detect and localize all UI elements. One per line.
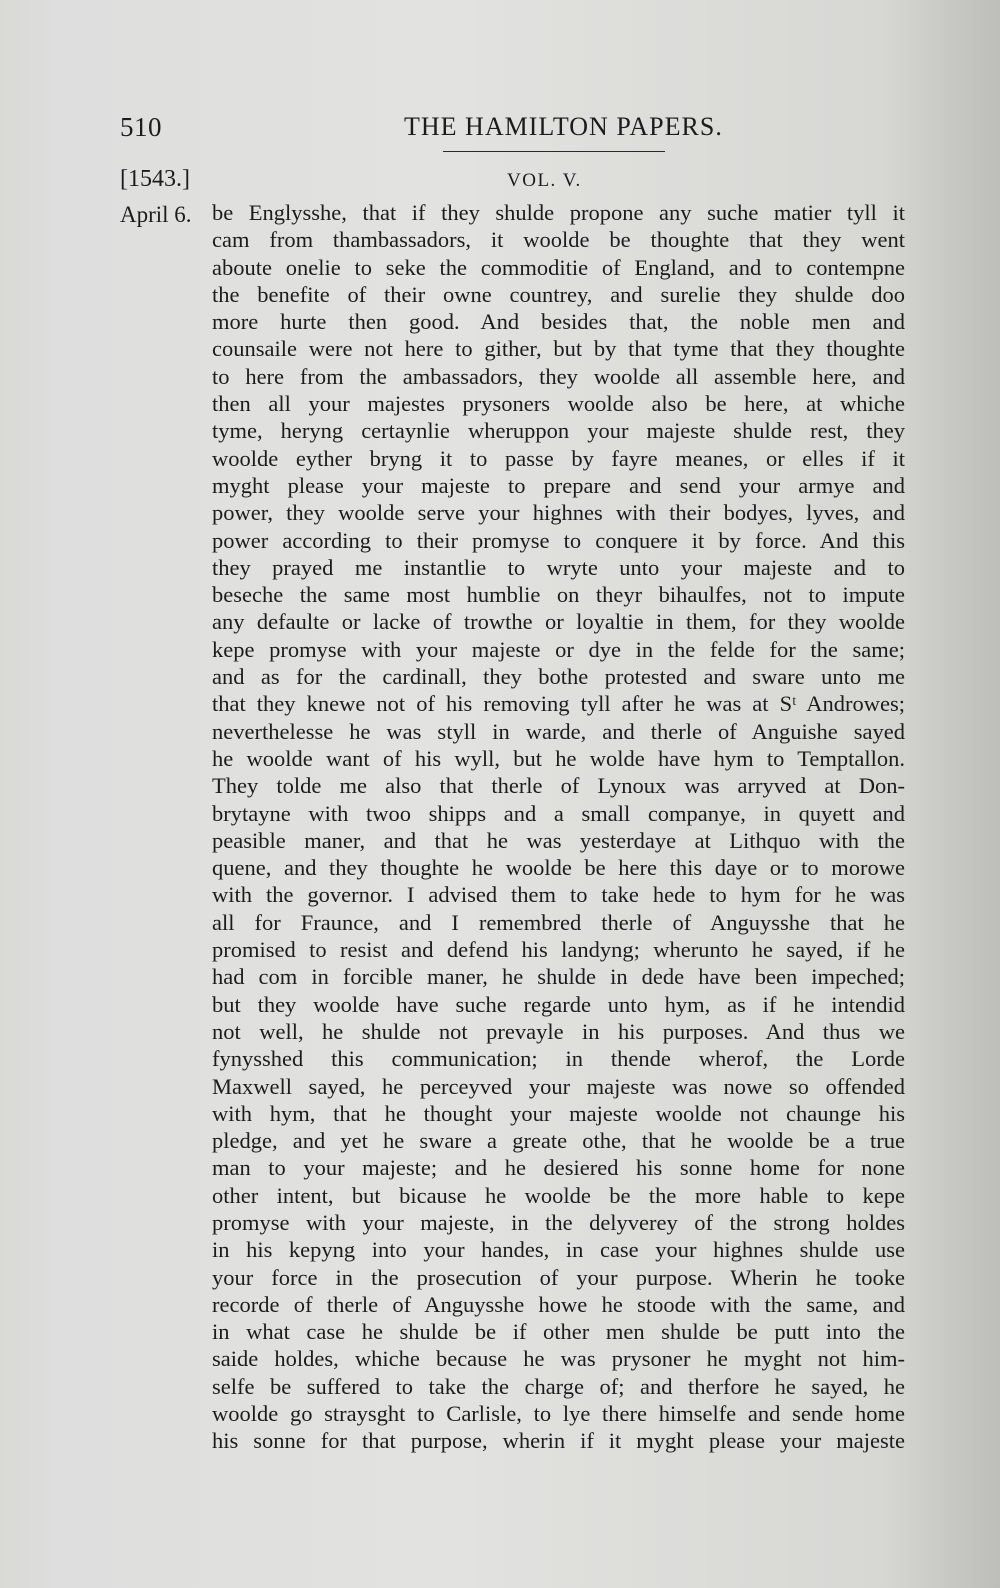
year-marker: [1543.]: [120, 166, 190, 192]
text-line: woolde go straysght to Carlisle, to lye there himselfe and sende home: [212, 1401, 905, 1427]
text-line: all for Fraunce, and I remembred therle of Anguysshe that he: [212, 909, 905, 935]
text-line: then all your majestes prysoners woolde also be here, at whiche: [212, 391, 905, 417]
text-line: selfe be suffered to take the charge of; and therfore he sayed, he: [212, 1373, 905, 1399]
text-line: they prayed me instantlie to wryte unto your majeste and to: [212, 554, 905, 580]
text-line: not well, he shulde not prevayle in his purposes. And thus we: [212, 1018, 905, 1044]
text-line: to here from the ambassadors, they woolde all assemble here, and: [212, 363, 905, 389]
text-line: cam from thambassadors, it woolde be thoughte that they went: [212, 227, 905, 253]
text-line: man to your majeste; and he desiered his sonne home for none: [212, 1155, 905, 1181]
text-line: aboute onelie to seke the commoditie of England, and to contempne: [212, 254, 905, 280]
text-line: woolde eyther bryng it to passe by fayre meanes, or elles if it: [212, 445, 905, 471]
text-line: but they woolde have suche regarde unto hym, as if he intendid: [212, 991, 905, 1017]
text-line: in what case he shulde be if other men shulde be putt into the: [212, 1319, 905, 1345]
text-line: your force in the prosecution of your purpose. Wherin he tooke: [212, 1264, 905, 1290]
text-line: fynysshed this communication; in thende wherof, the Lorde: [212, 1046, 905, 1072]
text-line: more hurte then good. And besides that, the noble men and: [212, 309, 905, 335]
running-title: THE HAMILTON PAPERS.: [404, 112, 723, 141]
body-text: [212, 199, 905, 1455]
text-line: that they knewe not of his removing tyll after he was at Sᵗ Androwes;: [212, 691, 905, 717]
margin-date: April 6.: [120, 202, 192, 227]
text-line: with hym, that he thought your majeste woolde not chaunge his: [212, 1100, 905, 1126]
text-line: pledge, and yet he sware a greate othe, that he woolde be a true: [212, 1128, 905, 1154]
text-line: neverthelesse he was styll in warde, and therle of Anguishe sayed: [212, 718, 905, 744]
text-line: myght please your majeste to prepare and send your armye and: [212, 472, 905, 498]
page-number: 510: [120, 112, 162, 142]
title-rule: [443, 151, 665, 152]
text-line: in his kepyng into your handes, in case your highnes shulde use: [212, 1237, 905, 1263]
text-line: They tolde me also that therle of Lynoux was arryved at Don-: [212, 773, 905, 799]
text-line: his sonne for that purpose, wherin if it myght please your majeste: [212, 1428, 905, 1454]
text-line: power according to their promyse to conquere it by force. And this: [212, 527, 905, 553]
text-line: beseche the same most humblie on theyr bihaulfes, not to impute: [212, 582, 905, 608]
text-line: other intent, but bicause he woolde be the more hable to kepe: [212, 1182, 905, 1208]
text-line: Maxwell sayed, he perceyved your majeste was nowe so offended: [212, 1073, 905, 1099]
text-line: tyme, heryng certaynlie wheruppon your majeste shulde rest, they: [212, 418, 905, 444]
text-line: be Englysshe, that if they shulde propone any suche matier tyll it: [212, 200, 905, 225]
text-line: peasible maner, and that he was yesterdaye at Lithquo with the: [212, 827, 905, 853]
text-line: brytayne with twoo shipps and a small companye, in quyett and: [212, 800, 905, 826]
text-line: promyse with your majeste, in the delyverey of the strong holdes: [212, 1209, 905, 1235]
text-line: saide holdes, whiche because he was prysoner he myght not him-: [212, 1346, 905, 1372]
text-line: power, they woolde serve your highnes with their bodyes, lyves, and: [212, 500, 905, 526]
text-line: had com in forcible maner, he shulde in dede have been impeched;: [212, 964, 905, 990]
volume-label: VOL. V.: [507, 170, 582, 191]
text-line: the benefite of their owne countrey, and surelie they shulde doo: [212, 281, 905, 307]
text-line: promised to resist and defend his landyng; wherunto he sayed, if he: [212, 937, 905, 963]
text-line: kepe promyse with your majeste or dye in the felde for the same;: [212, 636, 905, 662]
text-line: with the governor. I advised them to take hede to hym for he was: [212, 882, 905, 908]
text-line: and as for the cardinall, they bothe protested and sware unto me: [212, 664, 905, 690]
text-line: recorde of therle of Anguysshe howe he stoode with the same, and: [212, 1291, 905, 1317]
text-line: counsaile were not here to gither, but by that tyme that they thoughte: [212, 336, 905, 362]
text-line: he woolde want of his wyll, but he wolde have hym to Temptallon.: [212, 745, 905, 771]
text-line: any defaulte or lacke of trowthe or loyaltie in them, for they woolde: [212, 609, 905, 635]
text-line: quene, and they thoughte he woolde be here this daye or to morowe: [212, 855, 905, 881]
